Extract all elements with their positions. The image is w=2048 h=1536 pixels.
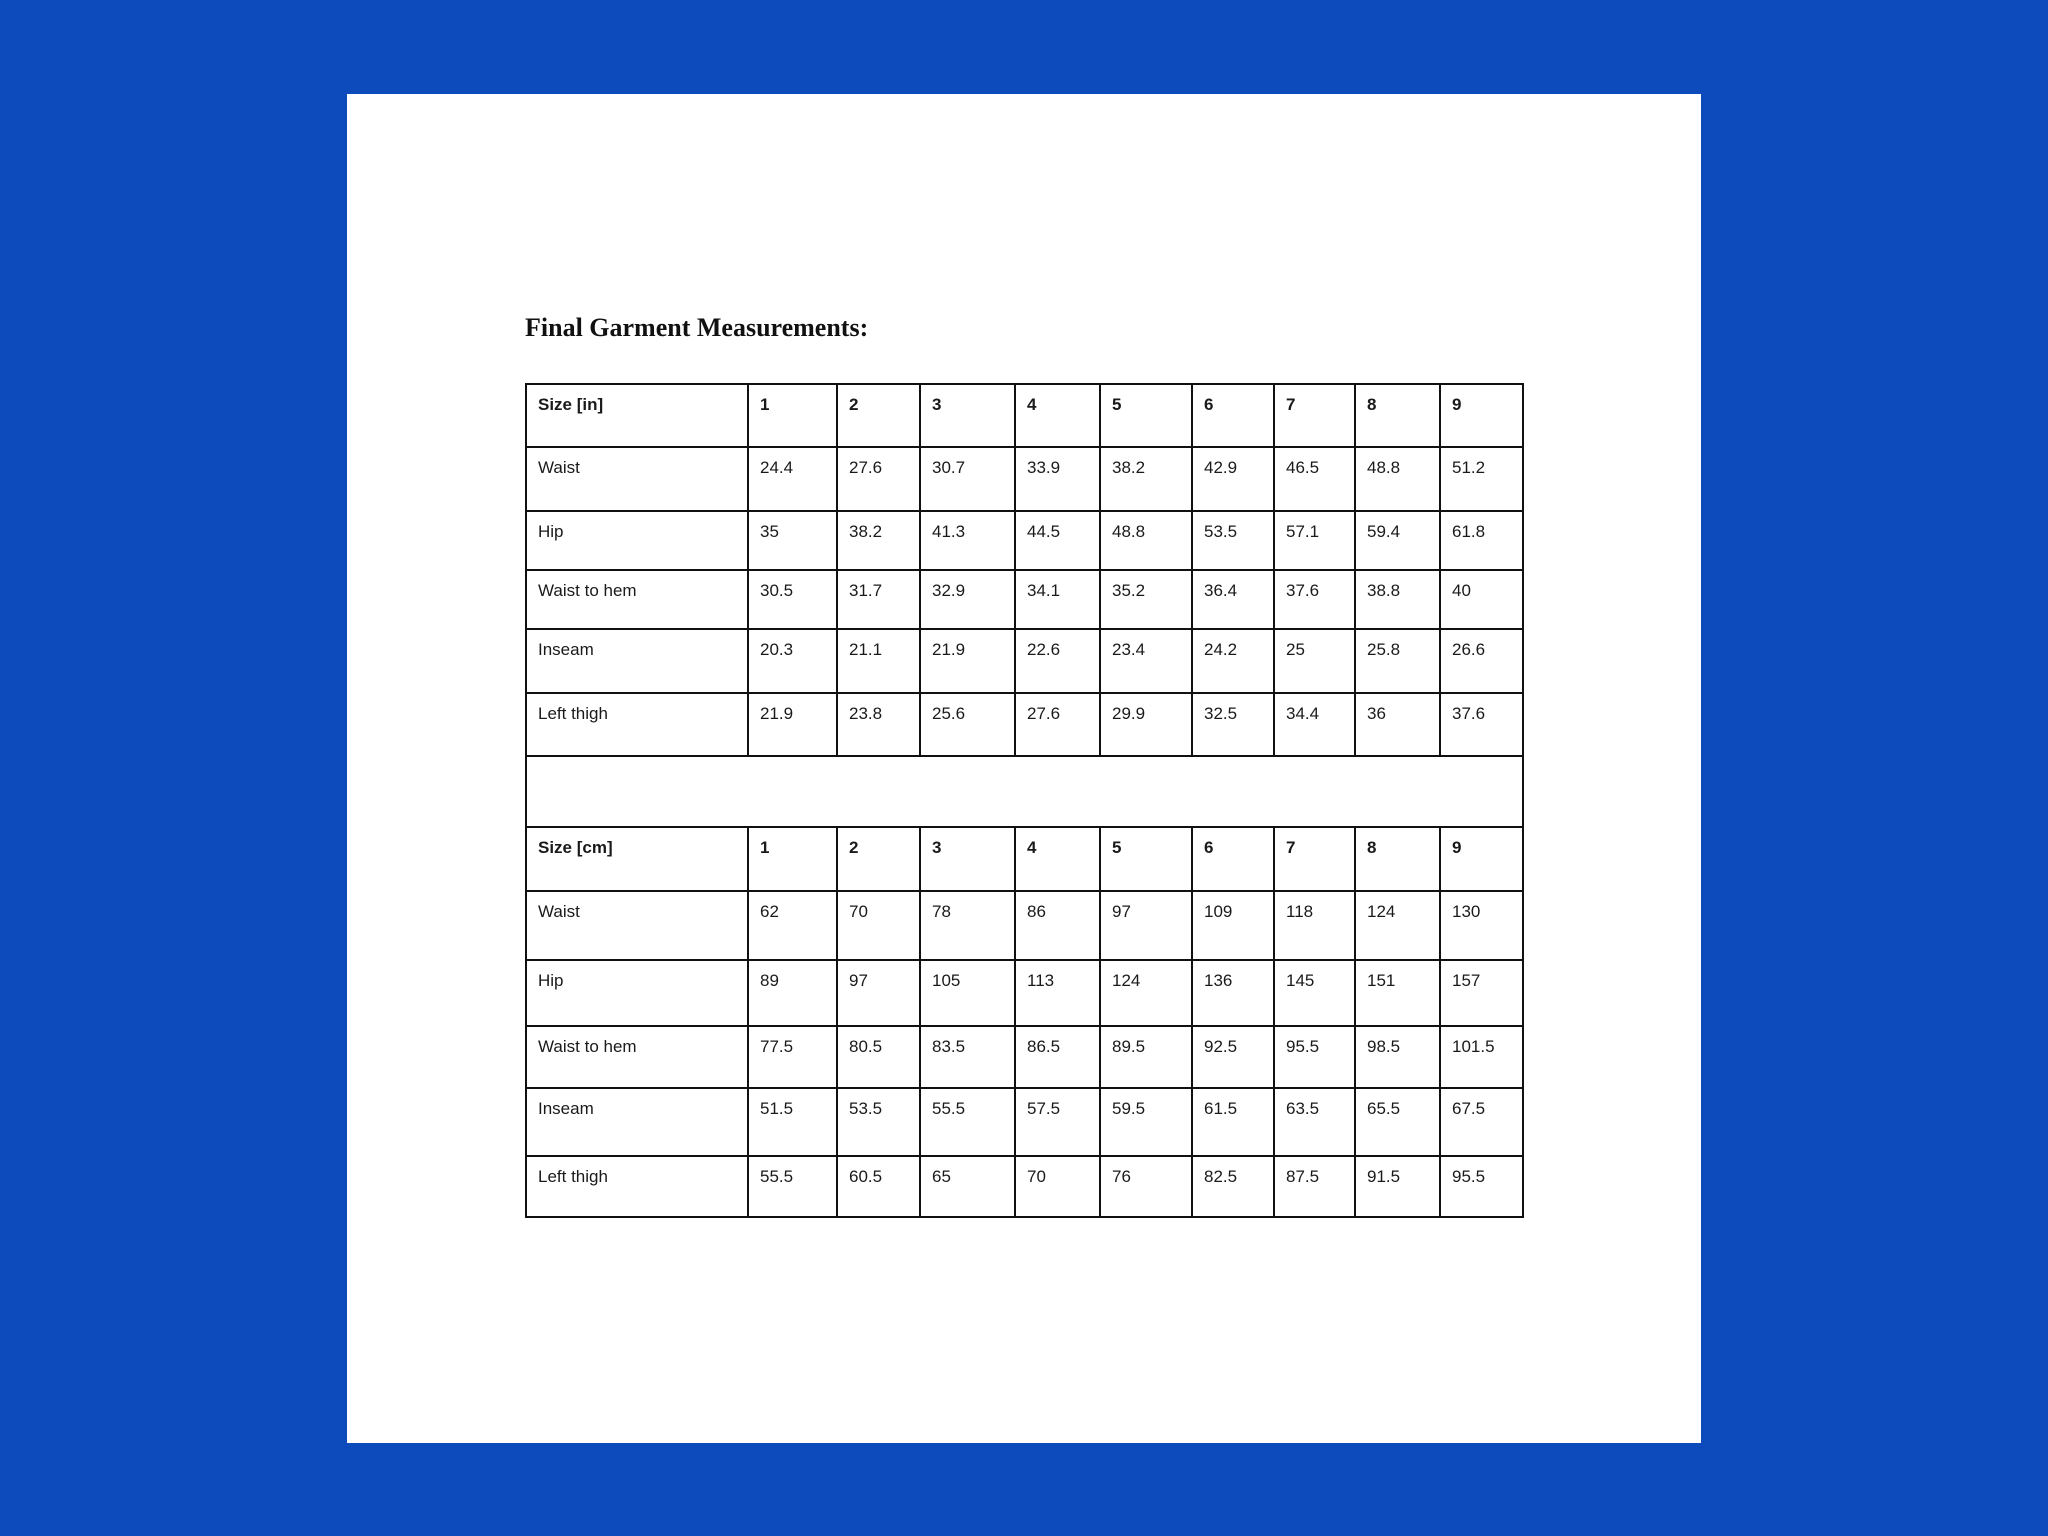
- value-cell: 55.5: [920, 1088, 1015, 1156]
- value-cell: 95.5: [1274, 1026, 1355, 1088]
- value-cell: 130: [1440, 891, 1523, 960]
- table-row: [526, 570, 1523, 629]
- value-cell: 124: [1100, 960, 1192, 1026]
- value-cell: 86: [1015, 891, 1100, 960]
- value-cell: 65.5: [1355, 1088, 1440, 1156]
- size-header-cell: 3: [920, 827, 1015, 891]
- value-cell: 21.1: [837, 629, 920, 693]
- value-cell: 40: [1440, 570, 1523, 629]
- value-cell: 21.9: [920, 629, 1015, 693]
- value-cell: 89: [748, 960, 837, 1026]
- value-cell: 78: [920, 891, 1015, 960]
- value-cell: 55.5: [748, 1156, 837, 1217]
- value-cell: 51.2: [1440, 447, 1523, 511]
- header-row: [526, 827, 1523, 891]
- size-header-cell: 9: [1440, 384, 1523, 447]
- value-cell: 41.3: [920, 511, 1015, 570]
- value-cell: 29.9: [1100, 693, 1192, 756]
- value-cell: 24.4: [748, 447, 837, 511]
- value-cell: 35: [748, 511, 837, 570]
- value-cell: 87.5: [1274, 1156, 1355, 1217]
- value-cell: 97: [837, 960, 920, 1026]
- value-cell: 118: [1274, 891, 1355, 960]
- value-cell: 77.5: [748, 1026, 837, 1088]
- value-cell: 53.5: [837, 1088, 920, 1156]
- value-cell: 61.5: [1192, 1088, 1274, 1156]
- value-cell: 36.4: [1192, 570, 1274, 629]
- measurement-label-cell: Waist: [526, 447, 748, 511]
- value-cell: 48.8: [1355, 447, 1440, 511]
- value-cell: 80.5: [837, 1026, 920, 1088]
- value-cell: 105: [920, 960, 1015, 1026]
- value-cell: 21.9: [748, 693, 837, 756]
- table-row: [526, 511, 1523, 570]
- value-cell: 38.8: [1355, 570, 1440, 629]
- value-cell: 42.9: [1192, 447, 1274, 511]
- value-cell: 67.5: [1440, 1088, 1523, 1156]
- measurement-label-cell: Hip: [526, 960, 748, 1026]
- size-header-cell: 8: [1355, 827, 1440, 891]
- value-cell: 97: [1100, 891, 1192, 960]
- measurement-label-cell: Waist to hem: [526, 570, 748, 629]
- document-page: [347, 94, 1701, 1443]
- value-cell: 151: [1355, 960, 1440, 1026]
- value-cell: 62: [748, 891, 837, 960]
- value-cell: 101.5: [1440, 1026, 1523, 1088]
- size-header-cell: 5: [1100, 384, 1192, 447]
- measurement-label-cell: Left thigh: [526, 693, 748, 756]
- unit-header-cell: Size [in]: [526, 384, 748, 447]
- value-cell: 61.8: [1440, 511, 1523, 570]
- unit-header-cell: Size [cm]: [526, 827, 748, 891]
- value-cell: 70: [837, 891, 920, 960]
- measurement-label-cell: Inseam: [526, 629, 748, 693]
- value-cell: 36: [1355, 693, 1440, 756]
- value-cell: 53.5: [1192, 511, 1274, 570]
- measurements-table: [525, 383, 1524, 1218]
- table-row: [526, 960, 1523, 1026]
- table-row: [526, 1156, 1523, 1217]
- value-cell: 82.5: [1192, 1156, 1274, 1217]
- measurement-label-cell: Waist: [526, 891, 748, 960]
- value-cell: 30.5: [748, 570, 837, 629]
- value-cell: 124: [1355, 891, 1440, 960]
- value-cell: 38.2: [837, 511, 920, 570]
- table-row: [526, 693, 1523, 756]
- size-header-cell: 8: [1355, 384, 1440, 447]
- measurement-label-cell: Left thigh: [526, 1156, 748, 1217]
- value-cell: 20.3: [748, 629, 837, 693]
- value-cell: 22.6: [1015, 629, 1100, 693]
- size-header-cell: 1: [748, 827, 837, 891]
- value-cell: 31.7: [837, 570, 920, 629]
- value-cell: 113: [1015, 960, 1100, 1026]
- value-cell: 25: [1274, 629, 1355, 693]
- value-cell: 34.4: [1274, 693, 1355, 756]
- value-cell: 86.5: [1015, 1026, 1100, 1088]
- table-row: [526, 629, 1523, 693]
- size-header-cell: 7: [1274, 827, 1355, 891]
- value-cell: 76: [1100, 1156, 1192, 1217]
- size-header-cell: 5: [1100, 827, 1192, 891]
- table-row: [526, 1026, 1523, 1088]
- value-cell: 109: [1192, 891, 1274, 960]
- size-header-cell: 4: [1015, 384, 1100, 447]
- value-cell: 27.6: [837, 447, 920, 511]
- spacer-cell: [526, 756, 1523, 827]
- size-header-cell: 2: [837, 827, 920, 891]
- value-cell: 157: [1440, 960, 1523, 1026]
- table-row: [526, 447, 1523, 511]
- value-cell: 32.9: [920, 570, 1015, 629]
- size-header-cell: 6: [1192, 827, 1274, 891]
- value-cell: 25.6: [920, 693, 1015, 756]
- document-title: Final Garment Measurements:: [525, 313, 869, 342]
- value-cell: 95.5: [1440, 1156, 1523, 1217]
- value-cell: 65: [920, 1156, 1015, 1217]
- value-cell: 89.5: [1100, 1026, 1192, 1088]
- measurement-label-cell: Hip: [526, 511, 748, 570]
- value-cell: 23.4: [1100, 629, 1192, 693]
- measurement-label-cell: Inseam: [526, 1088, 748, 1156]
- value-cell: 25.8: [1355, 629, 1440, 693]
- size-header-cell: 3: [920, 384, 1015, 447]
- size-header-cell: 7: [1274, 384, 1355, 447]
- size-header-cell: 9: [1440, 827, 1523, 891]
- value-cell: 33.9: [1015, 447, 1100, 511]
- value-cell: 136: [1192, 960, 1274, 1026]
- value-cell: 98.5: [1355, 1026, 1440, 1088]
- value-cell: 38.2: [1100, 447, 1192, 511]
- value-cell: 27.6: [1015, 693, 1100, 756]
- value-cell: 59.5: [1100, 1088, 1192, 1156]
- value-cell: 60.5: [837, 1156, 920, 1217]
- value-cell: 48.8: [1100, 511, 1192, 570]
- value-cell: 46.5: [1274, 447, 1355, 511]
- value-cell: 24.2: [1192, 629, 1274, 693]
- size-header-cell: 2: [837, 384, 920, 447]
- size-header-cell: 1: [748, 384, 837, 447]
- measurement-label-cell: Waist to hem: [526, 1026, 748, 1088]
- size-header-cell: 4: [1015, 827, 1100, 891]
- size-header-cell: 6: [1192, 384, 1274, 447]
- value-cell: 37.6: [1440, 693, 1523, 756]
- value-cell: 34.1: [1015, 570, 1100, 629]
- value-cell: 44.5: [1015, 511, 1100, 570]
- table-row: [526, 1088, 1523, 1156]
- table-row: [526, 891, 1523, 960]
- value-cell: 91.5: [1355, 1156, 1440, 1217]
- value-cell: 30.7: [920, 447, 1015, 511]
- value-cell: 32.5: [1192, 693, 1274, 756]
- spacer-row: [526, 756, 1523, 827]
- value-cell: 37.6: [1274, 570, 1355, 629]
- value-cell: 70: [1015, 1156, 1100, 1217]
- value-cell: 57.1: [1274, 511, 1355, 570]
- value-cell: 92.5: [1192, 1026, 1274, 1088]
- value-cell: 145: [1274, 960, 1355, 1026]
- value-cell: 57.5: [1015, 1088, 1100, 1156]
- value-cell: 23.8: [837, 693, 920, 756]
- value-cell: 35.2: [1100, 570, 1192, 629]
- header-row: [526, 384, 1523, 447]
- value-cell: 63.5: [1274, 1088, 1355, 1156]
- value-cell: 26.6: [1440, 629, 1523, 693]
- value-cell: 51.5: [748, 1088, 837, 1156]
- value-cell: 59.4: [1355, 511, 1440, 570]
- value-cell: 83.5: [920, 1026, 1015, 1088]
